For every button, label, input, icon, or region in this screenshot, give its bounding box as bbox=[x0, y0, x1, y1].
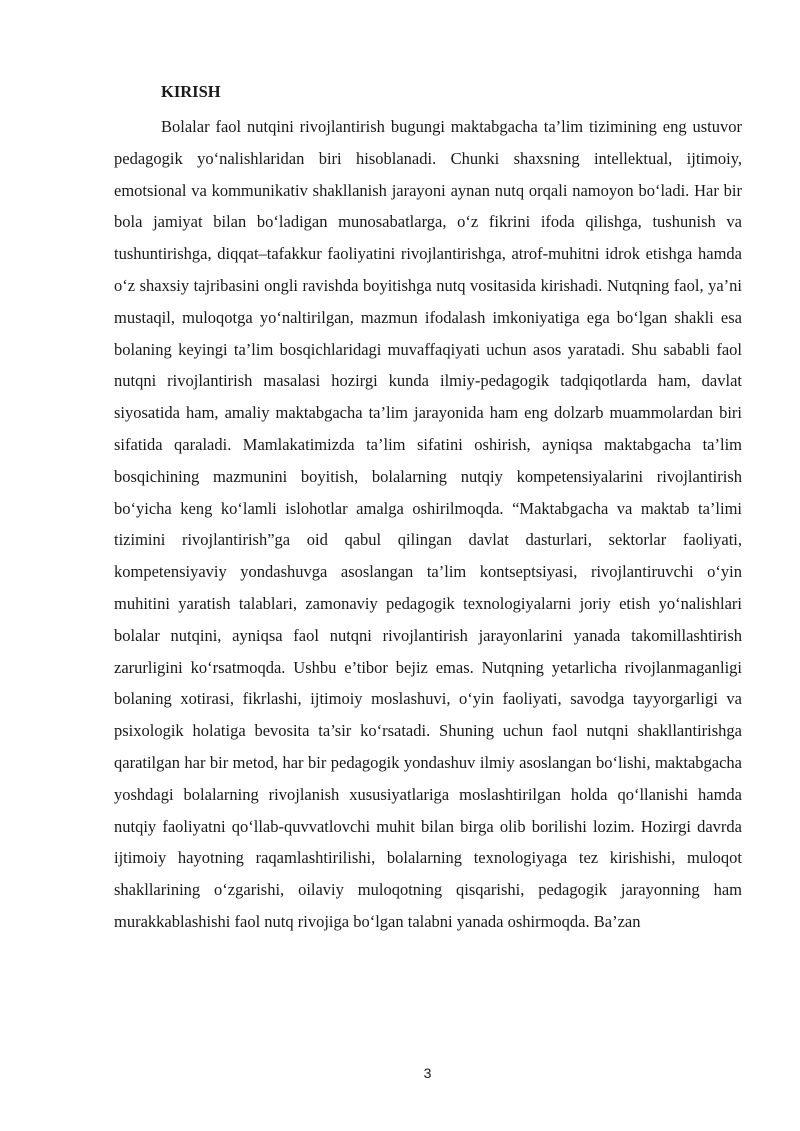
body-paragraph: Bolalar faol nutqini rivojlantirish bugungi maktabgacha ta’lim tizimining eng ustuvor pedagogik yo‘nalishlaridan biri hisoblanadi. Chunki shaxsning intellektual, ijtimoiy, emotsional va kommunikativ shakllanish jarayoni aynan nutq orqali namoyon bo‘ladi. Har bir bola jamiyat bilan bo‘ladigan munosabatlarga, o‘z fikrini ifoda qilishga, tushunish va tushuntirishga, diqqat–tafakkur faoliyatini rivojlantirishga, atrof-muhitni idrok etishga hamda o‘z shaxsiy tajribasini ongli ravishda boyitishga nutq vositasida kirishadi. Nutqning faol, ya’ni mustaqil, muloqotga yo‘naltirilgan, mazmun ifodalash imkoniyatiga ega bo‘lgan shakli esa bolaning keyingi ta’lim bosqichlaridagi muvaffaqiyati uchun asos yaratadi. Shu sababli faol nutqni rivojlantirish masalasi hozirgi kunda ilmiy-pedagogik tadqiqotlarda ham, davlat siyosatida ham, amaliy maktabgacha ta’lim jarayonida ham eng dolzarb muammolardan biri sifatida qaraladi. Mamlakatimizda ta’lim sifatini oshirish, ayniqsa maktabgacha ta’lim bosqichining mazmunini boyitish, bolalarning nutqiy kompetensiyalarini rivojlantirish bo‘yicha keng ko‘lamli islohotlar amalga oshirilmoqda. “Maktabgacha va maktab ta’limi tizimini rivojlantirish”ga oid qabul qilingan davlat dasturlari, sektorlar faoliyati, kompetensiyaviy yondashuvga asoslangan ta’lim kontseptsiyasi, rivojlantiruvchi o‘yin muhitini yaratish talablari, zamonaviy pedagogik texnologiyalarni joriy etish yo‘nalishlari bolalar nutqini, ayniqsa faol nutqni rivojlantirish jarayonlarini yanada takomillashtirish zarurligini ko‘rsatmoqda. Ushbu e’tibor bejiz emas. Nutqning yetarlicha rivojlanmaganligi bolaning xotirasi, fikrlashi, ijtimoiy moslashuvi, o‘yin faoliyati, savodga tayyorgarligi va psixologik holatiga bevosita ta’sir ko‘rsatadi. Shuning uchun faol nutqni shakllantirishga qaratilgan har bir metod, har bir pedagogik yondashuv ilmiy asoslangan bo‘lishi, maktabgacha yoshdagi bolalarning rivojlanish xususiyatlariga moslashtirilgan holda qo‘llanishi hamda nutqiy faoliyatni qo‘llab-quvvatlovchi muhit bilan birga olib borilishi lozim. Hozirgi davrda ijtimoiy hayotning raqamlashtirilishi, bolalarning texnologiyaga tez kirishishi, muloqot shakllarining o‘zgarishi, oilaviy muloqotning qisqarishi, pedagogik jarayonning ham murakkablashishi faol nutq rivojiga bo‘lgan talabni yanada oshirmoqda. Ba’zan bbox=[114, 117, 742, 931]
page-number: 3 bbox=[423, 1065, 432, 1081]
section-heading: KIRISH bbox=[161, 82, 221, 101]
